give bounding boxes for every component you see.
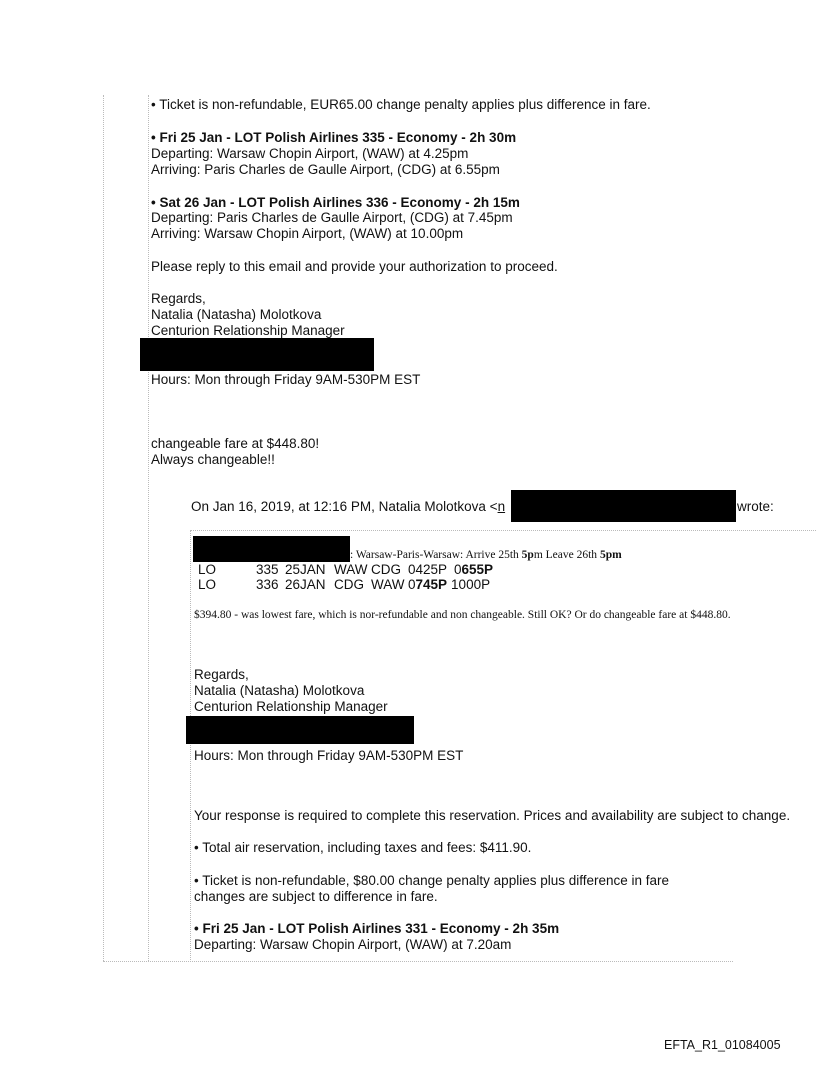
route-note: : Warsaw-Paris-Warsaw: Arrive 25th 5pm Leave 26th 5pm xyxy=(350,549,622,561)
reply-line-1: changeable fare at $448.80! xyxy=(151,436,320,451)
signature-role: Centurion Relationship Manager xyxy=(151,323,345,338)
flight-row-2: LO 336 26JAN CDG WAW 0745P 1000P xyxy=(198,577,491,592)
ticket-line-2b: changes are subject to difference in fare. xyxy=(194,889,438,904)
flight1-departing: Departing: Warsaw Chopin Airport, (WAW) at 4.25pm xyxy=(151,146,469,161)
outer-bottom-border xyxy=(103,961,733,962)
flight2-arriving: Arriving: Warsaw Chopin Airport, (WAW) at 10.00pm xyxy=(151,226,464,241)
hours: Hours: Mon through Friday 9AM-530PM EST xyxy=(151,372,421,387)
redaction-block xyxy=(140,338,374,371)
regards: Regards, xyxy=(151,291,206,306)
flight3-title: • Fri 25 Jan - LOT Polish Airlines 331 - Economy - 2h 35m xyxy=(194,921,560,936)
flight1-arriving: Arriving: Paris Charles de Gaulle Airport, (CDG) at 6.55pm xyxy=(151,162,500,177)
quoted-signature-role: Centurion Relationship Manager xyxy=(194,699,388,714)
outer-left-border-2 xyxy=(148,95,149,961)
quoted-hours: Hours: Mon through Friday 9AM-530PM EST xyxy=(194,748,464,763)
doc-id: EFTA_R1_01084005 xyxy=(664,1038,781,1052)
ticket-line-2: • Ticket is non-refundable, $80.00 change penalty applies plus difference in fare xyxy=(194,873,670,888)
redaction-email xyxy=(511,490,736,522)
quoted-redaction-block xyxy=(186,716,414,744)
quoted-email-link[interactable]: n xyxy=(497,499,506,514)
total-reservation: • Total air reservation, including taxes and fees: $411.90. xyxy=(194,840,532,855)
quoted-top-border xyxy=(190,530,816,531)
ticket-line: • Ticket is non-refundable, EUR65.00 change penalty applies plus difference in fare. xyxy=(151,97,651,112)
reply-request: Please reply to this email and provide your authorization to proceed. xyxy=(151,259,558,274)
quoted-left-border xyxy=(190,530,191,960)
quoted-regards: Regards, xyxy=(194,667,249,682)
flight3-departing: Departing: Warsaw Chopin Airport, (WAW) at 7.20am xyxy=(194,937,512,952)
flight-row-1: LO 335 25JAN WAW CDG 0425P 0655P xyxy=(198,562,494,577)
response-required: Your response is required to complete this reservation. Prices and availability are subject to change. xyxy=(194,808,791,823)
fare-note: $394.80 - was lowest fare, which is nor-refundable and non changeable. Still OK? Or do changeable fare at $448.80. xyxy=(194,609,731,621)
quoted-header-suffix: wrote: xyxy=(737,499,774,514)
redaction-subject xyxy=(193,536,350,562)
quoted-signature-name: Natalia (Natasha) Molotkova xyxy=(194,683,365,698)
signature-name: Natalia (Natasha) Molotkova xyxy=(151,307,322,322)
flight2-departing: Departing: Paris Charles de Gaulle Airport, (CDG) at 7.45pm xyxy=(151,210,513,225)
flight2-title: • Sat 26 Jan - LOT Polish Airlines 336 - Economy - 2h 15m xyxy=(151,195,520,210)
flight1-title: • Fri 25 Jan - LOT Polish Airlines 335 - Economy - 2h 30m xyxy=(151,130,517,145)
quoted-header-prefix: On Jan 16, 2019, at 12:16 PM, Natalia Molotkova < xyxy=(191,499,498,514)
quoted-header xyxy=(191,499,505,515)
outer-left-border xyxy=(103,95,104,961)
reply-line-2: Always changeable!! xyxy=(151,452,275,467)
